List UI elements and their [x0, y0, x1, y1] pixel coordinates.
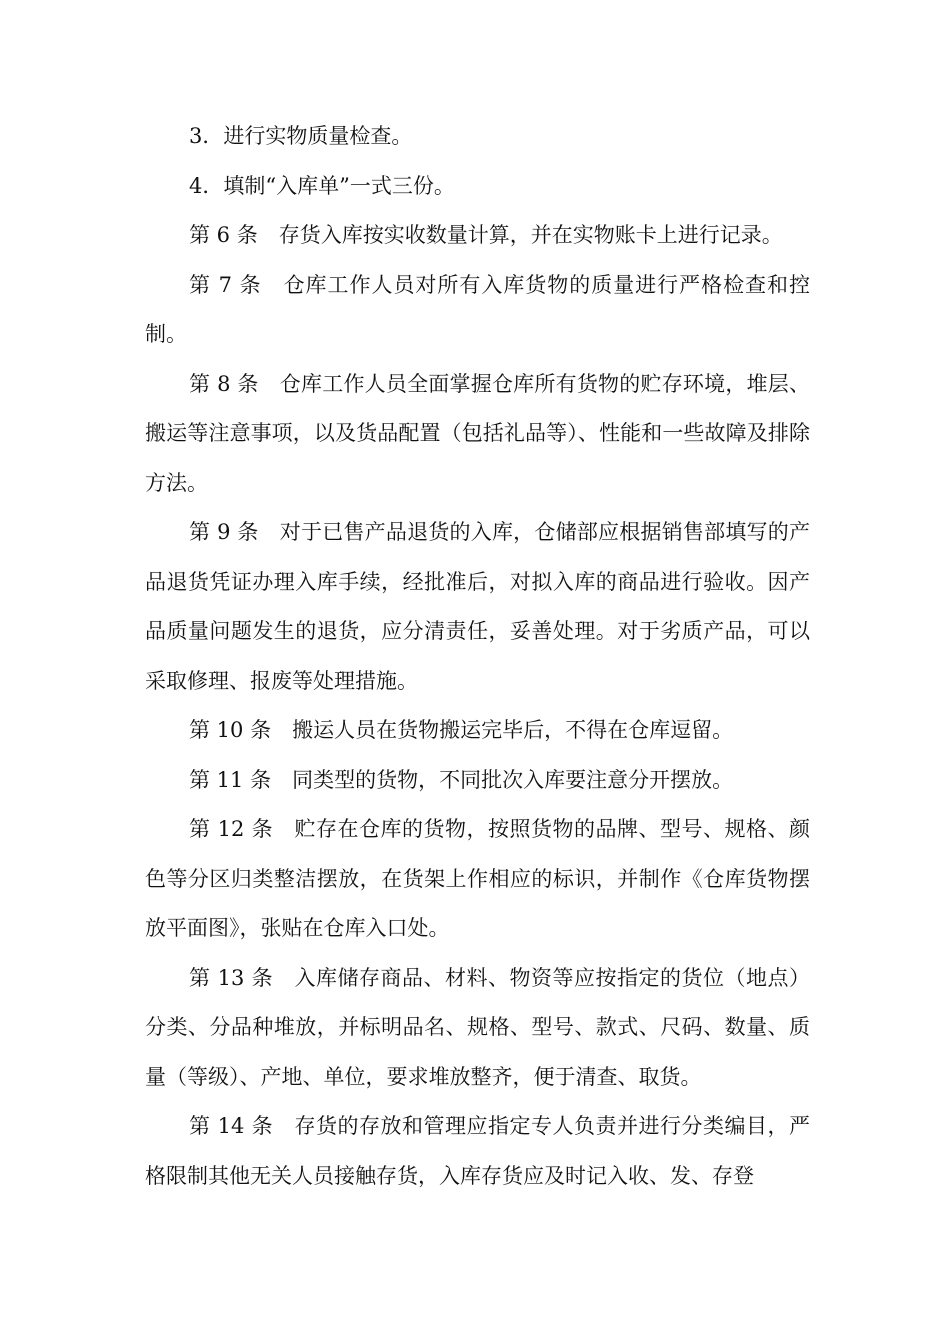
document-body: [145, 112, 810, 1201]
paragraph-article-9: 第 9 条 对于已售产品退货的入库，仓储部应根据销售部填写的产品退货凭证办理入库手续，经批准后，对拟入库的商品进行验收。因产品质量问题发生的退货，应分清责任，妥善处理。对于劣质产品，可以采取修理、报废等处理措施。: [145, 520, 810, 693]
paragraph-article-6: 第 6 条 存货入库按实收数量计算，并在实物账卡上进行记录。: [189, 223, 783, 247]
paragraph-step-3: 3．进行实物质量检查。: [189, 124, 413, 148]
paragraph-article-13: 第 13 条 入库储存商品、材料、物资等应按指定的货位（地点）分类、分品种堆放，并标明品名、规格、型号、款式、尺码、数量、质量（等级）、产地、单位，要求堆放整齐，便于清查、取货。: [145, 965, 810, 1089]
paragraph-article-11: 第 11 条 同类型的货物，不同批次入库要注意分开摆放。: [189, 767, 734, 792]
paragraph-article-12: 第 12 条 贮存在仓库的货物，按照货物的品牌、型号、规格、颜色等分区归类整洁摆放，在货架上作相应的标识，并制作《仓库货物摆放平面图》，张贴在仓库入口处。: [145, 817, 810, 940]
paragraph-article-7: 第 7 条 仓库工作人员对所有入库货物的质量进行严格检查和控制。: [145, 272, 810, 346]
paragraph-step-4: 4．填制“入库单”一式三份。: [189, 173, 455, 198]
paragraph-article-14: 第 14 条 存货的存放和管理应指定专人负责并进行分类编目，严格限制其他无关人员接触存货，入库存货应及时记入收、发、存登: [145, 1114, 810, 1188]
paragraph-article-10: 第 10 条 搬运人员在货物搬运完毕后，不得在仓库逗留。: [189, 718, 734, 742]
paragraph-article-8: 第 8 条 仓库工作人员全面掌握仓库所有货物的贮存环境，堆层、搬运等注意事项，以及货品配置（包括礼品等）、性能和一些故障及排除方法。: [145, 371, 810, 495]
